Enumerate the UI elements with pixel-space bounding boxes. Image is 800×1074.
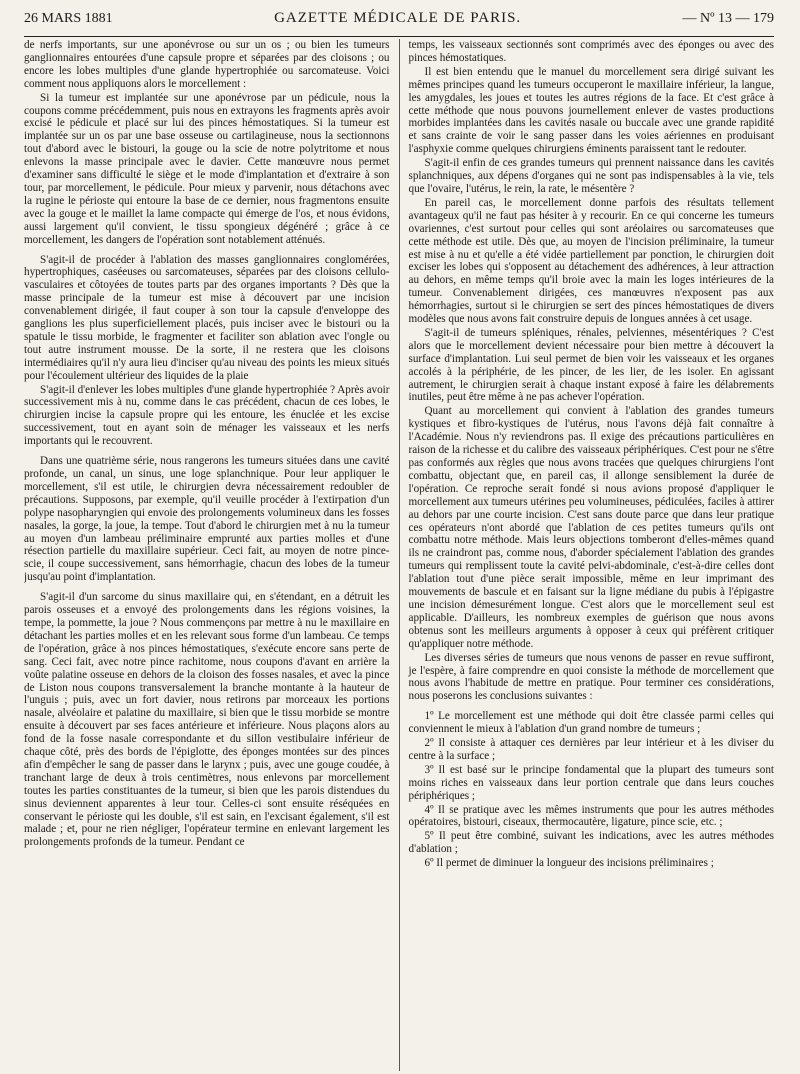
paragraph: En pareil cas, le morcellement donne parfois des résultats tellement avantageux qu'il ne faut pas hésiter à y recourir. En ce qui concerne les tumeurs ovariennes, c'est surtout pour celles qui sont aréolaires ou sarcomateuses que cette méthode est utile. Dès que, au moyen de l'incision préliminaire, la tumeur est mise à nu et qu'elle a été vidée partiellement par ponction, le chirurgien doit exciser les lobes qui s'opposent au détachement des adhérences, à leur attraction au dehors, en même temps qu'il broie avec la main les loges intérieures de la tumeur. Convenablement dirigées, ces manœuvres n'exposent pas aux hémorrhagies, surtout si le chirurgien se sert des pinces hémostatiques de divers modèles que nous avons fait construire depuis de longues années à cet usage. xyxy=(408,196,774,326)
conclusion-item: 4º Il se pratique avec les mêmes instruments que pour les autres méthodes opératoires, bistouri, ciseaux, thermocautère, ligature, pince scie, etc. ; xyxy=(408,803,774,829)
conclusion-item: 1º Le morcellement est une méthode qui doit être classée parmi celles qui conviennent le mieux à l'ablation d'un grand nombre de tumeurs ; xyxy=(408,710,774,736)
left-column xyxy=(24,39,400,1071)
paragraph: temps, les vaisseaux sectionnés sont comprimés avec des éponges ou avec des pinces hémostatiques. xyxy=(408,39,774,64)
conclusion-item: 5º Il peut être combiné, suivant les indications, avec les autres méthodes d'ablation ; xyxy=(408,830,774,856)
paragraph: Si la tumeur est implantée sur une aponévrose par un pédicule, nous la coupons comme précédemment, puis nous en extrayons les fragments après avoir excisé le pédicule et placé sur lui des pinces hémostatiques. Si la tumeur est implantée sur un os par une base osseuse ou cartilagineuse, nous la sectionnons tout d'abord avec le bistouri, la gouge ou la scie de notre polytritome et nous enlevons la masse principale avec le davier. Cette manœuvre nous permet d'examiner sans difficulté le siège et le mode d'implantation et d'extraire à son tour, par morcellement, le pédicule. Pour mieux y parvenir, nous détachons avec la rugine le périoste qui entoure la base de ce dernier, nous fragmentons ensuite avec la gouge et le maillet la lame compacte qui émerge de l'os, et nous évidons, aussi largement qu'il convient, le tissu spongieux dégénéré ; grâce à ce morcellement, les dangers de l'opération sont notablement atténués. xyxy=(24,91,390,246)
paragraph: S'agit-il d'un sarcome du sinus maxillaire qui, en s'étendant, en a détruit les parois osseuses et a envoyé des prolongements dans les régions voisines, la tempe, la pommette, la joue ? Nous commençons par mettre à nu le maxillaire en détachant les parties molles et en les relevant sous forme d'un lambeau. Ce temps de l'opération, grâce à nos pinces hémostatiques, s'exécute encore sans perte de sang. Ceci fait, avec notre pince rachitome, nous coupons d'avant en arrière la voûte palatine osseuse en dehors de la cloison des fosses nasales, et avec la pince de Liston nous coupons transversalement la branche montante à la hauteur de l'unguis ; puis, avec un fort davier, nous retirons par morceaux les portions nasale, alvéolaire et palatine du maxillaire, si bien que le tissu morbide se montre ensuite à découvert par ses faces antérieure et inférieure. Nous plaçons alors au fond de la fosse nasale correspondante et du sillon vestibulaire inférieur de chaque côté, près des bords de l'épiglotte, des éponges montées sur des pinces afin d'empêcher le sang de passer dans le larynx ; puis, avec une gouge coudée, à tranchant large de deux à trois centimètres, nous enlevons par morcellement toutes les parties constituantes de la tumeur, si bien que les parois distendues du sinus deviennent apparentes à leur tour. Celles-ci sont ensuite réséquées en conservant le périoste qui les double, s'il est sain, en l'excisant également, s'il est malade ; et, pour ne rien négliger, l'opérateur termine en enlevant largement les prolongements profonds de la tumeur. Pendant ce xyxy=(24,591,390,849)
paragraph: Quant au morcellement qui convient à l'ablation des grandes tumeurs kystiques et fibro-kystiques de l'utérus, nous l'avons déjà fait connaître à l'Académie. Nous n'y reviendrons pas. Il exige des précautions particulières en raison de la richesse et du calibre des vaisseaux périphériques. C'est pour ne s'être pas conformés aux règles que nous avons tracées que quelques chirurgiens l'ont combattu, objectant que, en pareil cas, il allonge sensiblement la durée de l'opération. Ce reproche serait fondé si nous avions proposé d'appliquer le morcellement aux tumeurs utérines peu volumineuses, pédiculées, faciles à attirer au dehors par une courte incision. C'est sans doute parce que dans leur pratique ces opérateurs n'ont abordé que l'ablation de ces petites tumeurs qu'ils ont combattu notre méthode. Mais leurs objections tomberont d'elles-mêmes quand ils ne craindront pas, comme nous, d'aborder spécialement l'ablation des grandes tumeurs qui remplissent toute la cavité pelvi-abdominale, c'est-à-dire celles dont l'ablation tout d'une pièce serait impossible, même en leur imprimant des mouvements de bascule et en faisant sur la ligne médiane du pubis à l'épigastre une incision démesurément longue. C'est alors que le morcellement seul est applicable. D'ailleurs, les nombreux exemples de guérison que nous avons obtenus sont les meilleurs arguments à opposer à ceux qui préfèrent critiquer qu'appliquer notre méthode. xyxy=(408,405,774,650)
paragraph: Dans une quatrième série, nous rangerons les tumeurs situées dans une cavité profonde, un canal, un sinus, une loge splanchnique. Pour leur appliquer le morcellement, s'il est utile, le chirurgien devra nécessairement redoubler de précautions. Supposons, par exemple, qu'il veuille procéder à l'extirpation d'un polype nasopharyngien qui envoie des prolongements volumineux dans les fosses nasales, la gorge, la joue, la tempe. Tout d'abord le chirurgien met à nu la tumeur au moyen d'un lambeau préliminaire emprunté aux parties molles et d'une résection partielle du maxillaire supérieur. Ceci fait, au moyen de notre pince-scie, il coupe successivement, sans hémorrhagie, chacun des lobes de la tumeur jusqu'au point d'implantation. xyxy=(24,455,390,584)
conclusion-item: 3º Il est basé sur le principe fondamental que la plupart des tumeurs sont moins riches en vaisseaux dans leur portion centrale que dans leurs couches périphériques ; xyxy=(408,763,774,802)
two-column-body xyxy=(24,39,774,1071)
paragraph: S'agit-il de tumeurs spléniques, rénales, pelviennes, mésentériques ? C'est alors que le morcellement devient nécessaire pour bien mettre à découvert la surface d'implantation. Lui seul permet de bien voir les vaisseaux et les organes accolés à la périphérie, de les pincer, de les lier, de les isoler. En agissant autrement, le chirurgien serait à chaque instant exposé à faire les délabrements inutiles, peut être même à ne pas achever l'opération. xyxy=(408,326,774,404)
paragraph: Les diverses séries de tumeurs que nous venons de passer en revue suffiront, je l'espère, à faire comprendre en quoi consiste la méthode de morcellement que nous avons l'habitude de mettre en pratique. Pour terminer ces considérations, nous poserons les conclusions suivantes : xyxy=(408,651,774,703)
paragraph: S'agit-il d'enlever les lobes multiples d'une glande hypertrophiée ? Après avoir successivement mis à nu, comme dans le cas précédent, chacun de ces lobes, le chirurgien incise la capsule propre qui les entoure, les énuclée et les excise successivement, tout en ayant soin de ménager les vaisseaux et les nerfs importants qui le recouvrent. xyxy=(24,383,390,448)
paragraph: Il est bien entendu que le manuel du morcellement sera dirigé suivant les mêmes principes quand les tumeurs occuperont le maxillaire inférieur, la langue, les amygdales, les joues et toutes les autres régions de la face. Et c'est grâce à cette méthode que nous pouvons journellement enlever de vastes productions morbides implantées dans les cavités nasale ou buccale avec une grande rapidité et sans crainte de voir le sang passer dans les voies aériennes en produisant l'asphyxie comme quelques chirurgiens éminents paraissent tant le redouter. xyxy=(408,65,774,156)
paragraph: de nerfs importants, sur une aponévrose ou sur un os ; ou bien les tumeurs ganglionnaires entourées d'une capsule propre et séparées par des cloisons ; ou encore les lobes multiples d'une glande hypertrophiée ou sarcomateuse. Voici comment nous appliquons alors le morcellement : xyxy=(24,39,390,90)
conclusion-item: 2º Il consiste à attaquer ces dernières par leur intérieur et à les diviser du centre à la surface ; xyxy=(408,737,774,762)
conclusion-item: 6º Il permet de diminuer la longueur des incisions préliminaires ; xyxy=(424,857,714,870)
header-title: GAZETTE MÉDICALE DE PARIS. xyxy=(274,10,522,26)
header-issue: — Nº 13 — 179 xyxy=(682,11,774,26)
page-header xyxy=(24,10,774,37)
right-column xyxy=(400,39,775,1071)
paragraph: S'agit-il enfin de ces grandes tumeurs qui prennent naissance dans les cavités splanchniques, aux dépens d'organes qui ne sont pas indispensables à la vie, tels que l'ovaire, l'utérus, le rein, la rate, le mésentère ? xyxy=(408,157,774,195)
header-date: 26 MARS 1881 xyxy=(24,11,113,26)
paragraph: S'agit-il de procéder à l'ablation des masses ganglionnaires conglomérées, hypertrophiques, caséeuses ou sarcomateuses, séparées par des cloisons cellulo-vasculaires et côtoyées de toutes parts par des organes importants ? Dès que la masse principale de la tumeur est mise à découvert par une incision convenablement dirigée, il faut couper à son tour la capsule d'enveloppe des ganglions les plus superficiellement placés, puis inciser avec le bistouri ou la spatule le tissu morbide, le fragmenter et faciliter son ablation avec l'ongle ou tout autre instrument mousse. De la sorte, il ne restera que les cloisons intermédiaires qu'il n'y aura lieu d'inciser qu'au niveau des points les mieux situés pour l'écoulement ultérieur des liquides de la plaie xyxy=(24,253,390,382)
